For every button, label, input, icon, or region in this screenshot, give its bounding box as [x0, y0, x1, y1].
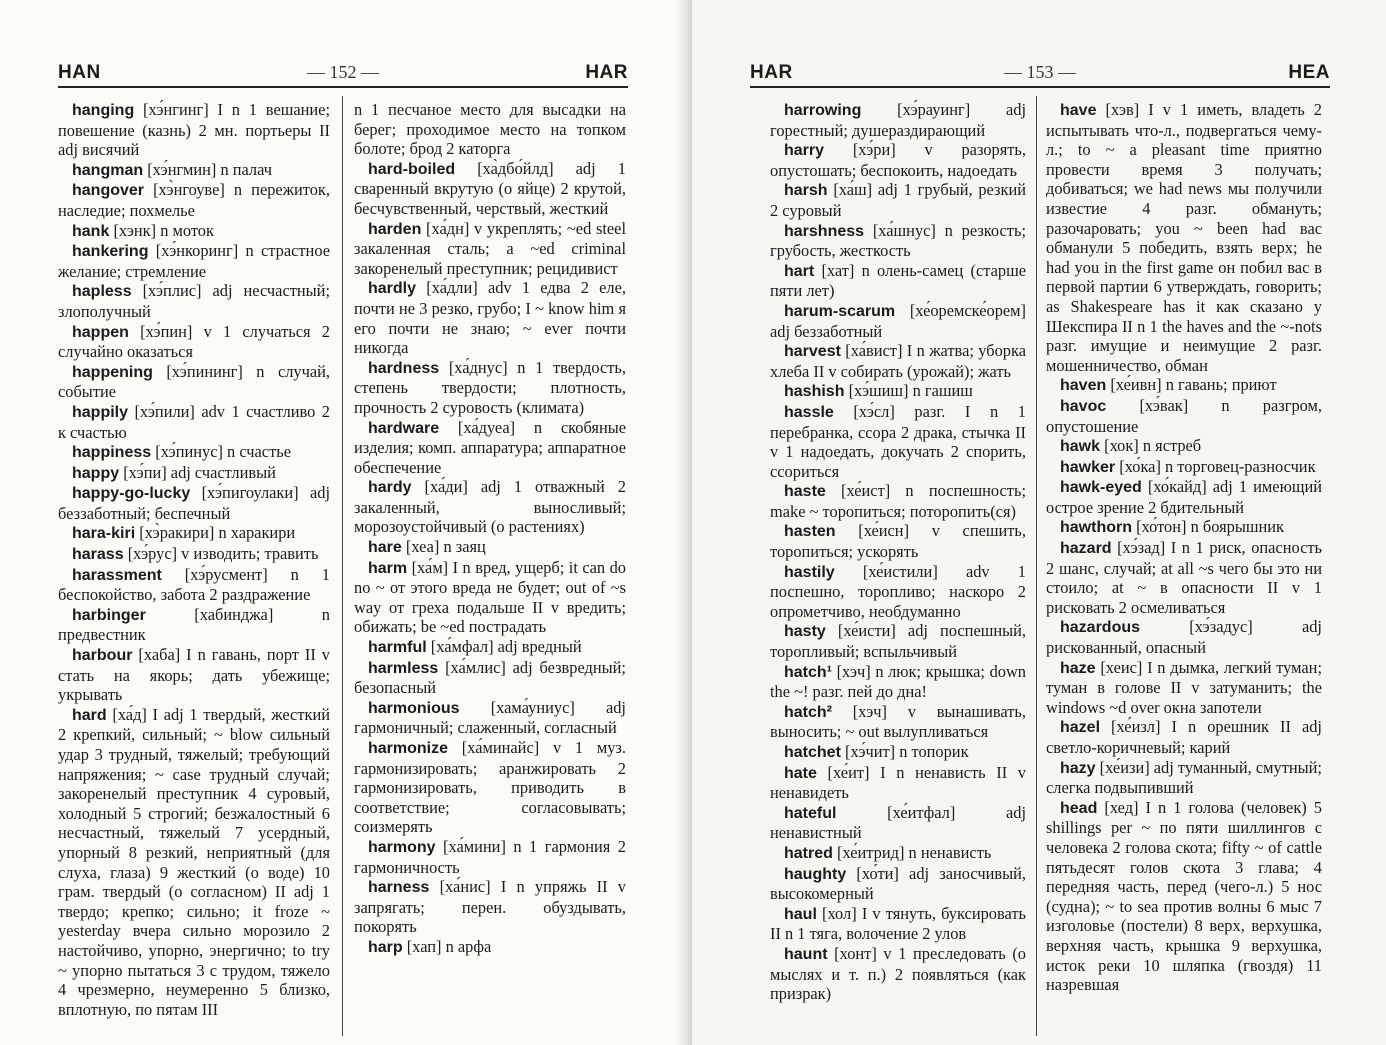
right-page-number: — 153 —	[1004, 62, 1076, 82]
entry-headword: harrowing	[784, 102, 862, 119]
dictionary-entry	[770, 662, 1026, 702]
entry-headword: havoc	[1060, 397, 1107, 415]
entry-definition: [хэ́ри] v разорять, опустошать; беспокоить, надоедать	[770, 140, 1026, 180]
dictionary-entry	[770, 702, 1026, 742]
entry-definition: [хэ́пинус] n счастье	[151, 442, 291, 462]
entry-headword: hangman	[72, 161, 144, 179]
dictionary-entry	[1046, 717, 1322, 757]
dictionary-entry	[58, 544, 330, 565]
dictionary-entry	[354, 738, 626, 837]
entry-definition: [хэ́чит] n топорик	[840, 742, 969, 761]
entry-definition: [хо́ка] n торговец-разносчик	[1115, 456, 1316, 476]
dictionary-entry	[770, 221, 1026, 261]
entry-headword: harmonize	[368, 740, 449, 757]
entry-headword: harvest	[784, 343, 841, 361]
entry-definition: [хе́итрид] n ненависть	[832, 842, 992, 862]
header-rule	[58, 86, 628, 88]
right-guide-word-start: HAR	[750, 62, 793, 83]
column-divider	[1036, 96, 1037, 1036]
entry-definition: [ха́дуеа] n скобяные изделия; комп. аппаратура; аппаратное обеспечение	[354, 417, 626, 477]
entry-definition: [хед] I n 1 голова (человек) 5 shillings per ~ по пяти шиллингов с человека 2 голова скота; fifty ~ of cattle пятьдесят голов скота 3 глава; 4 передняя часть, перед (чего-л.) 5 нос (судна); ~ to sea против волны 6 мыс 7 изголовье (постели) 8 верх, верхушка, верхняя часть, крышка 9 верхушка, исток реки 10 шляпка (гвоздя) 11 назревшая	[1046, 797, 1322, 995]
entry-definition: [хэ́пи] adj счастливый	[119, 462, 276, 482]
dictionary-entry	[770, 521, 1026, 561]
entry-headword: hard	[72, 706, 107, 724]
entry-definition: [ха́нис] I n упряжь II v запрягать; перен. обуздывать, покорять	[354, 877, 626, 937]
entry-definition: [хе́ивн] n гавань; приют	[1106, 375, 1277, 395]
dictionary-entry	[1046, 436, 1322, 457]
entry-definition: [ха̀дбо́йлд] adj 1 сваренный вкрутую (о яйце) 2 крутой, бесчувственный, черствый, жесткий	[354, 158, 626, 218]
entry-headword: haste	[784, 483, 826, 501]
entry-headword: haughty	[784, 865, 847, 883]
left-guide-word-start: HAN	[58, 62, 101, 83]
entry-headword: hashish	[784, 383, 845, 401]
entry-definition: [хэ́зад] I n 1 риск, опасность 2 шанс, случай; at all ~s чего бы это ни стоило; at ~ в опасности II v 1 рисковать 2 осмеливаться	[1046, 538, 1322, 617]
right-guide-word-end: HEA	[1288, 62, 1330, 83]
entry-headword: hanging	[72, 102, 135, 119]
entry-definition: [хэ́пигоулаки] adj беззаботный; беспечный	[58, 483, 330, 523]
entry-definition: [хэнк] n моток	[109, 220, 214, 240]
dictionary-entry	[58, 362, 330, 402]
entry-headword: harmless	[368, 659, 439, 677]
entry-headword: hatred	[784, 844, 833, 862]
entry-definition: [хо́кайд] adj 1 имеющий острое зрение 2 бдительный	[1046, 477, 1322, 517]
entry-headword: harum-scarum	[784, 302, 896, 320]
left-page-column-1	[58, 100, 330, 1019]
entry-headword: harbour	[72, 647, 133, 665]
entry-definition: [хабинджа] n предвестник	[58, 604, 330, 645]
entry-headword: haven	[1060, 377, 1107, 395]
entry-definition: [ха́дли] adv 1 едва 2 еле, почти не 3 резко, грубо; I ~ know him я его почти не знаю; ~ ever почти никогда	[354, 278, 626, 358]
dictionary-entry	[58, 565, 330, 605]
entry-definition: [ха́дн] v укреплять; ~ed steel закаленная сталь; a ~ed criminal закоренелый преступник; рецидивист	[354, 218, 626, 278]
entry-definition: [хе́итфал] adj ненавистный	[770, 802, 1026, 843]
entry-headword: happen	[72, 323, 129, 341]
dictionary-entry	[770, 864, 1026, 904]
entry-headword: hasten	[784, 523, 836, 541]
entry-headword: happiness	[72, 444, 152, 462]
dictionary-entry	[1046, 617, 1322, 657]
dictionary-entry	[770, 140, 1026, 180]
entry-headword: hart	[784, 262, 815, 280]
entry-definition: [хеис] I n дымка, легкий туман; туман в голове II v затуманить; the windows ~d over окна запотели	[1046, 657, 1322, 717]
dictionary-entry	[354, 418, 626, 478]
dictionary-entry	[770, 621, 1026, 661]
dictionary-entry	[58, 483, 330, 523]
dictionary-entry	[354, 837, 626, 877]
entry-definition: [хэ́плис] adj несчастный; злополучный	[58, 281, 330, 321]
dictionary-entry	[354, 219, 626, 279]
dictionary-entry	[58, 605, 330, 645]
entry-headword: hankering	[72, 243, 149, 261]
dictionary-entry	[1046, 517, 1322, 538]
entry-definition: [хэ́русмент] n 1 беспокойство, забота 2 раздражение	[58, 564, 330, 605]
entry-definition: [хэ́нгмин] n палач	[143, 159, 272, 179]
dictionary-entry	[354, 937, 626, 958]
entry-headword: harmonious	[368, 699, 460, 717]
entry-definition: [хонт] v 1 преследовать (о мыслях и т. п.) 2 появляться (как призрак)	[770, 943, 1026, 1004]
entry-headword: hara-kiri	[72, 525, 136, 543]
entry-definition: [хе́изл] I n орешник II adj светло-коричневый; карий	[1046, 717, 1322, 757]
entry-headword: harass	[72, 546, 124, 564]
entry-headword: hare	[368, 539, 402, 557]
entry-definition: [ха́вист] I n жатва; уборка хлеба II v собирать (урожай); жать	[770, 341, 1026, 381]
dictionary-entry	[354, 698, 626, 738]
entry-headword: harness	[368, 879, 430, 897]
entry-definition: [ха́днус] n 1 твердость, степень твердости; плотность, прочность 2 суровость (климата)	[354, 357, 626, 417]
dictionary-entry	[354, 637, 626, 658]
dictionary-entry	[770, 562, 1026, 622]
entry-headword: hazardous	[1060, 619, 1141, 637]
dictionary-entry	[354, 159, 626, 219]
dictionary-entry	[770, 481, 1026, 521]
entry-definition: [хэч] v вынашивать, выносить; ~ out вылупливаться	[770, 701, 1026, 742]
entry-headword: hatch²	[784, 703, 832, 721]
dictionary-entry	[770, 944, 1026, 1004]
entry-headword: harm	[368, 559, 408, 577]
right-page-column-1	[770, 100, 1026, 1004]
dictionary-entry	[354, 358, 626, 418]
entry-headword: hardy	[368, 479, 412, 497]
entry-definition: [хок] n ястреб	[1100, 436, 1202, 456]
entry-headword: hateful	[784, 804, 837, 822]
entry-headword: hassle	[784, 403, 834, 421]
entry-headword: have	[1060, 102, 1097, 119]
entry-definition: [хэв] I v 1 иметь, владеть 2 испытывать что-л., подвергаться чему-л.; to ~ a pleasant time приятно провести время 3 получать; добиваться; we had news мы получили известие 4 разг. обмануть; разочаровать; you ~ been had вас обманули 5 победить, взять верх; he had you in the first game он побил вас в первой партии 6 утверждать, говорить; as Shakespeare has it как сказано у Шекспира II n 1 the haves and the ~-nots разг. имущие и неимущие 2 разг. мошенничество, обман	[1046, 100, 1322, 375]
dictionary-entry	[1046, 798, 1322, 995]
entry-headword: hangover	[72, 182, 145, 200]
dictionary-entry	[1046, 538, 1322, 617]
dictionary-entry	[58, 442, 330, 463]
dictionary-entry	[1046, 457, 1322, 478]
dictionary-entry	[354, 877, 626, 937]
dictionary-entry	[354, 278, 626, 357]
entry-headword: hawthorn	[1060, 519, 1132, 537]
left-page-header	[58, 62, 628, 90]
entry-definition: [ха́млис] adj безвредный; безопасный	[354, 657, 626, 698]
dictionary-entry	[58, 463, 330, 484]
entry-headword: harp	[368, 938, 403, 956]
dictionary-entry	[1046, 375, 1322, 396]
dictionary-entry	[770, 843, 1026, 864]
entry-headword: harbinger	[72, 606, 146, 624]
entry-definition: [хо́ти] adj заносчивый, высокомерный	[770, 863, 1026, 904]
dictionary-entry	[58, 221, 330, 242]
entry-headword: hatchet	[784, 744, 841, 761]
entry-headword: hatch¹	[784, 663, 832, 681]
entry-headword: harry	[784, 142, 825, 160]
entry-definition: [ха́минайс] v 1 муз. гармонизировать; аранжировать 2 гармонизировать, приводить в соответствие; согласовывать; соизмерять	[354, 738, 626, 837]
entry-headword: harden	[368, 220, 422, 238]
entry-headword: happy	[72, 464, 120, 482]
entry-definition: [хе́исти] adj поспешный, торопливый; вспыльчивый	[770, 621, 1026, 662]
entry-headword: happening	[72, 363, 153, 381]
entry-definition: [ха́мини] n 1 гармония 2 гармоничность	[354, 836, 626, 877]
entry-definition: [хэ́шиш] n гашиш	[844, 381, 973, 401]
dictionary-entry	[770, 381, 1026, 402]
dictionary-entry	[770, 341, 1026, 381]
dictionary-entry	[770, 301, 1026, 341]
dictionary-entry	[1046, 477, 1322, 517]
dictionary-entry	[354, 658, 626, 698]
entry-headword: hapless	[72, 283, 132, 301]
entry-headword: hard-boiled	[368, 160, 456, 178]
entry-headword: harmful	[368, 639, 427, 657]
right-page	[692, 0, 1386, 1045]
entry-definition: [ха́шнус] n резкость; грубость, жесткость	[770, 220, 1026, 261]
entry-headword: hardness	[368, 359, 440, 377]
entry-definition: [хе́исн] v спешить, торопиться; ускорять	[770, 521, 1026, 562]
entry-definition: [хе́истили] adv 1 поспешно, торопливо; наскоро 2 опрометчиво, необдуманно	[770, 561, 1026, 621]
dictionary-entry	[770, 763, 1026, 803]
entry-definition: [хат] n олень-самец (старше пяти лет)	[770, 260, 1026, 301]
entry-definition: [хэ̀ракири] n харакири	[135, 523, 296, 543]
entry-definition: [ха́ш] adj 1 грубый, резкий 2 суровый	[770, 180, 1026, 220]
dictionary-entry	[770, 742, 1026, 763]
entry-definition: [хо́тон] n боярышник	[1132, 517, 1284, 537]
dictionary-entry	[770, 100, 1026, 140]
entry-headword: hate	[784, 764, 817, 782]
entry-definition: [хэ́пин] v 1 случаться 2 случайно оказаться	[58, 321, 330, 362]
dictionary-entry	[1046, 396, 1322, 436]
entry-definition: [хе́изи] adj туманный, смутный; слегка подвыпивший	[1046, 757, 1322, 798]
entry-headword: harshness	[784, 222, 865, 240]
entry-headword: haze	[1060, 659, 1096, 677]
dictionary-entry	[58, 523, 330, 544]
dictionary-entry	[770, 402, 1026, 481]
right-page-header	[750, 62, 1330, 90]
entry-definition: [хе́ит] I n ненависть II v ненавидеть	[770, 762, 1026, 803]
dictionary-entry	[58, 180, 330, 220]
entry-headword: haul	[784, 905, 817, 923]
entry-headword: hawk-eyed	[1060, 479, 1142, 497]
dictionary-entry	[354, 558, 626, 637]
entry-definition: [хэ́рус] v изводить; травить	[123, 544, 319, 564]
entry-definition: [хэ̀нгоуве] n пережиток, наследие; похмелье	[58, 180, 330, 220]
entry-headword: hasty	[784, 623, 826, 641]
entry-definition: [ха́ди] adj 1 отважный 2 закаленный, выносливый; морозоустойчивый (о растениях)	[354, 477, 626, 537]
dictionary-entry	[1046, 658, 1322, 718]
entry-headword: hawker	[1060, 458, 1116, 476]
header-rule	[750, 86, 1330, 88]
entry-definition: [хэ́пининг] n случай, событие	[58, 361, 330, 402]
entry-definition: [хэ́нкоринг] n страстное желание; стремление	[58, 241, 330, 281]
dictionary-entry	[354, 100, 626, 159]
entry-definition: n 1 песчаное место для высадки на берег; проходимое место на топком болоте; брод 2 каторга	[354, 100, 626, 159]
entry-headword: happily	[72, 403, 129, 421]
entry-headword: hazy	[1060, 759, 1096, 777]
entry-definition: [хама́униус] adj гармоничный; слаженный, согласный	[354, 697, 626, 738]
entry-headword: harsh	[784, 182, 828, 200]
entry-headword: hardly	[368, 280, 417, 298]
dictionary-entry	[58, 281, 330, 321]
entry-definition: [хэ́задус] adj рискованный, опасный	[1046, 617, 1322, 658]
entry-definition: [хэч] n люк; крышка; down the ~! разг. пей до дна!	[770, 661, 1026, 702]
dictionary-entry	[58, 100, 330, 160]
entry-definition: [ха́д] I adj 1 твердый, жесткий 2 крепкий, сильный; ~ blow сильный удар 3 трудный, тяжелый; требующий напряжения; ~ case трудный случай; закоренелый преступник 4 суровый, холодный 5 строгий; безжалостный 6 несчастный, тяжелый 7 усердный, упорный 8 резкий, неприятный (для слуха, глаза) 9 жесткий (о воде) 10 грам. твердый (о согласном) II adj 1 твердо; крепко; сильно; it froze ~ yesterday вчера сильно морозило 2 настойчиво, упорно, энергично; to try ~ упорно пытаться 3 с трудом, тяжело 4 чрезмерно, неумеренно 5 близко, вплотную, по пятам III	[58, 704, 330, 1019]
entry-headword: hazard	[1060, 540, 1112, 558]
column-divider	[342, 96, 343, 1036]
dictionary-entry	[58, 645, 330, 705]
entry-headword: harmony	[368, 838, 436, 856]
entry-headword: head	[1060, 799, 1098, 817]
entry-headword: hawk	[1060, 438, 1101, 456]
entry-definition: [хэ́вак] n разгром, опустошение	[1046, 395, 1322, 436]
entry-definition: [хэ́пили] adv 1 счастливо 2 к счастью	[58, 401, 330, 442]
entry-definition: [ха́м] I n вред, ущерб; it can do no ~ от этого вреда не будет; out of ~s way от греха подальше II v вредить; обижать; be ~ed пострадать	[354, 557, 626, 637]
entry-headword: hastily	[784, 563, 835, 581]
entry-headword: harassment	[72, 566, 162, 584]
dictionary-entry	[354, 477, 626, 537]
dictionary-entry	[770, 261, 1026, 301]
entry-definition: [хе́оремске́орем] adj беззаботный	[770, 300, 1026, 341]
left-page-number: — 152 —	[307, 62, 379, 82]
dictionary-entry	[1046, 758, 1322, 798]
entry-definition: [хеа] n заяц	[401, 537, 486, 557]
dictionary-entry	[354, 537, 626, 558]
entry-definition: [хэ́нгинг] I n 1 вешание; повешение (казнь) 2 мн. портьеры II adj висячий	[58, 100, 330, 160]
dictionary-entry	[770, 904, 1026, 944]
dictionary-entry	[58, 322, 330, 362]
entry-definition: [хэ́сл] разг. I n 1 перебранка, ссора 2 драка, стычка II v 1 надоедать, докучать 2 спорить, ссориться	[770, 401, 1026, 481]
dictionary-entry	[58, 160, 330, 181]
entry-headword: hardware	[368, 419, 440, 437]
entry-definition: [хе́ист] n поспешность; make ~ торопиться; поторопить(ся)	[770, 481, 1026, 521]
dictionary-entry	[770, 803, 1026, 843]
entry-definition: [хаба] I n гавань, порт II v стать на якорь; дать убежище; укрывать	[58, 645, 330, 705]
entry-definition: [хэ́рауинг] adj горестный; душераздирающий	[770, 100, 1026, 140]
left-page-column-2	[354, 100, 626, 958]
entry-definition: [ха́мфал] adj вредный	[426, 637, 582, 657]
entry-definition: [хап] n арфа	[402, 936, 492, 956]
entry-headword: hank	[72, 222, 110, 240]
dictionary-entry	[58, 402, 330, 442]
entry-definition: [хол] I v тянуть, буксировать II n 1 тяга, волочение 2 улов	[770, 903, 1026, 944]
entry-headword: haunt	[784, 945, 828, 963]
left-guide-word-end: HAR	[585, 62, 628, 83]
left-page	[0, 0, 688, 1045]
dictionary-entry	[58, 241, 330, 281]
entry-headword: hazel	[1060, 719, 1101, 737]
entry-headword: happy-go-lucky	[72, 485, 191, 503]
right-page-column-2	[1046, 100, 1322, 995]
dictionary-entry	[58, 705, 330, 1020]
dictionary-entry	[1046, 100, 1322, 375]
dictionary-entry	[770, 180, 1026, 220]
